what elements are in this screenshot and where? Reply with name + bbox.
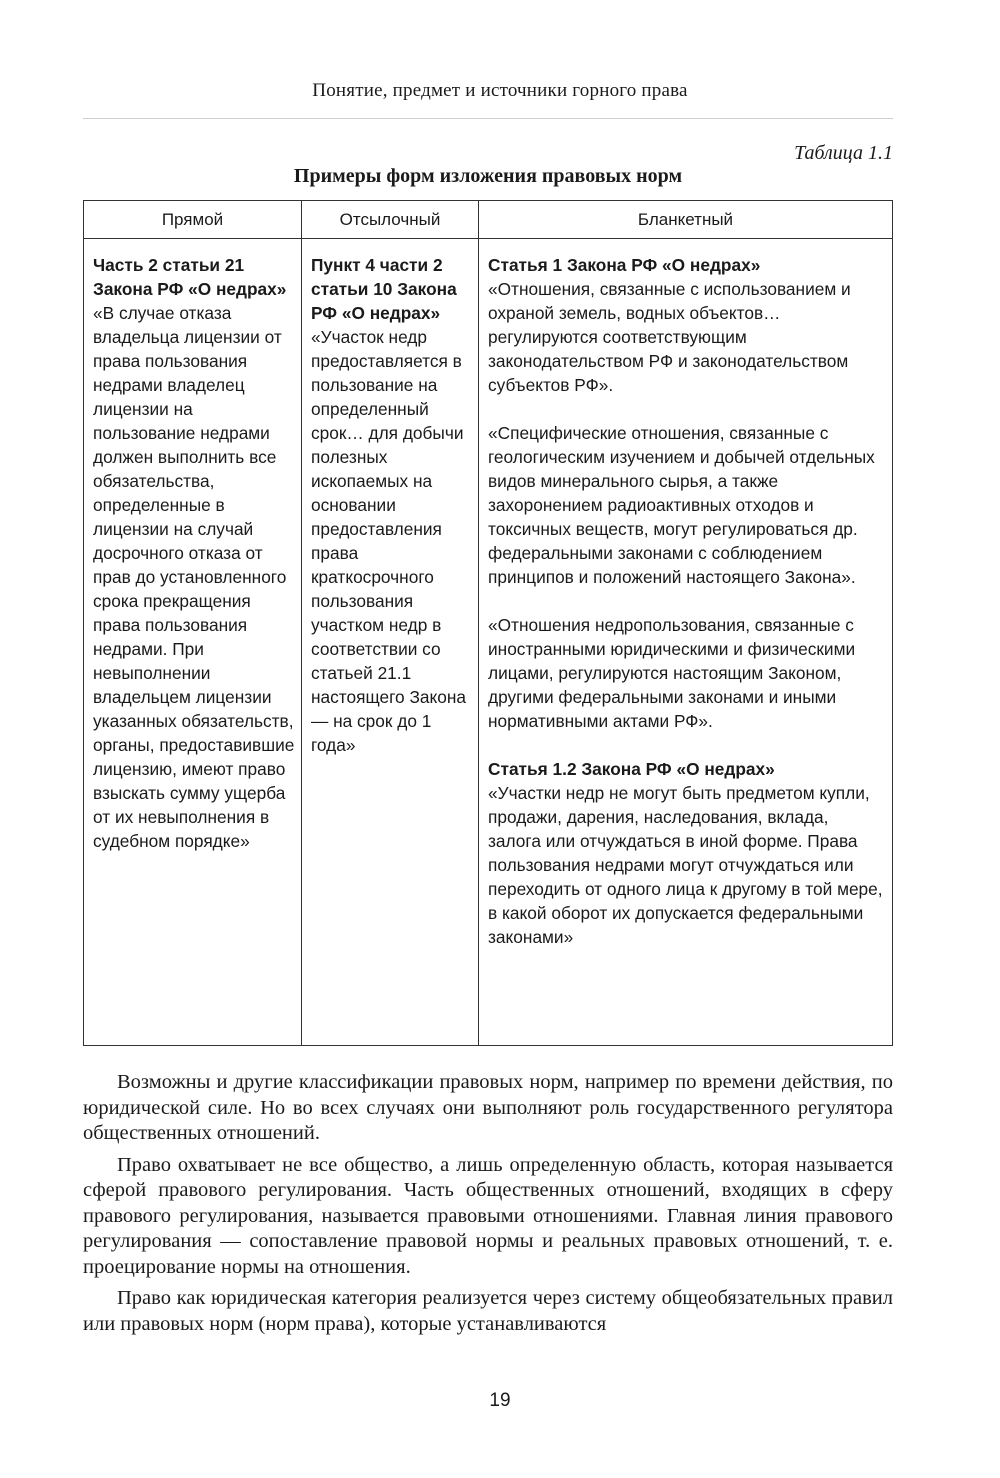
- body-paragraph-2: Право охватывает не все общество, а лишь определенную область, которая называется сферой правового регулирования. Часть общественных отношений, входящих в сферу правового регулирования, называется правовыми отношениями. Главная линия правового регулирования — сопоставление правовой нормы и реальных правовых отношений, т. е. проецирование нормы на отношения.: [83, 1153, 893, 1278]
- direct-norm-reference: Часть 2 статьи 21 Закона РФ «О недрах»: [93, 255, 287, 299]
- cell-blanket: [479, 239, 893, 1046]
- blanket-norm-paragraph-1: «Отношения, связанные с использованием и охраной земель, водных объектов… регулируются соответствующим законодательством РФ и законодательством субъектов РФ».: [488, 279, 851, 395]
- page-number: 19: [489, 1390, 511, 1411]
- table-row: [84, 239, 893, 1046]
- body-text: [83, 1070, 893, 1343]
- header-divider: [83, 118, 893, 119]
- table-label: Таблица 1.1: [794, 142, 893, 164]
- column-header-reference: Отсылочный: [302, 201, 479, 239]
- table-title: Примеры форм изложения правовых норм: [293, 165, 683, 187]
- cell-reference: [302, 239, 479, 1046]
- column-header-blanket: Бланкетный: [479, 201, 893, 239]
- body-paragraph-1: Возможны и другие классификации правовых норм, например по времени действия, по юридической силе. Но во всех случаях они выполняют роль государственного регулятора общественных отношений.: [83, 1071, 893, 1144]
- blanket-norm-paragraph-2: «Специфические отношения, связанные с геологическим изучением и добычей отдельных видов минерального сырья, а также захоронением радиоактивных отходов и токсичных веществ, могут регулироваться др. федеральными законами с соблюдением принципов и положений настоящего Закона».: [488, 423, 875, 587]
- direct-norm-text: «В случае отказа владельца лицензии от права пользования недрами владелец лицензии на пользование недрами должен выполнить все обязательства, определенные в лицензии на случай досрочного отказа от прав до установленного срока прекращения права пользования недрами. При невыполнении владельцем лицензии указанных обязательств, органы, предоставившие лицензию, имеют право взыскать сумму ущерба от их невыполнения в судебном порядке»: [93, 303, 295, 851]
- cell-direct: [84, 239, 302, 1046]
- body-paragraph-3: Право как юридическая категория реализуется через систему общеобязательных правил или правовых норм (норм права), которые устанавливаются: [83, 1287, 893, 1335]
- norms-table: [83, 200, 893, 1046]
- column-header-direct: Прямой: [84, 201, 302, 239]
- reference-norm-text: «Участок недр предоставляется в пользование на определенный срок… для добычи полезных ископаемых на основании предоставления права краткосрочного пользования участком недр в соответствии со статьей 21.1 настоящего Закона — на срок до 1 года»: [311, 327, 467, 755]
- blanket-norm-paragraph-4: «Участки недр не могут быть предметом купли, продажи, дарения, наследования, вклада, залога или отчуждаться в иной форме. Права пользования недрами могут отчуждаться или переходить от одного лица к другому в той мере, в какой оборот их допускается федеральными законами»: [488, 783, 883, 947]
- running-title: Понятие, предмет и источники горного права: [312, 80, 688, 101]
- blanket-norm-reference-1: Статья 1 Закона РФ «О недрах»: [488, 255, 761, 275]
- blanket-norm-reference-2: Статья 1.2 Закона РФ «О недрах»: [488, 759, 775, 779]
- table-header-row: [84, 201, 893, 239]
- reference-norm-reference: Пункт 4 части 2 статьи 10 Закона РФ «О недрах»: [311, 255, 457, 323]
- blanket-norm-paragraph-3: «Отношения недропользования, связанные с иностранными юридическими и физическими лицами, регулируются настоящим Законом, другими федеральными законами и иными нормативными актами РФ».: [488, 615, 856, 731]
